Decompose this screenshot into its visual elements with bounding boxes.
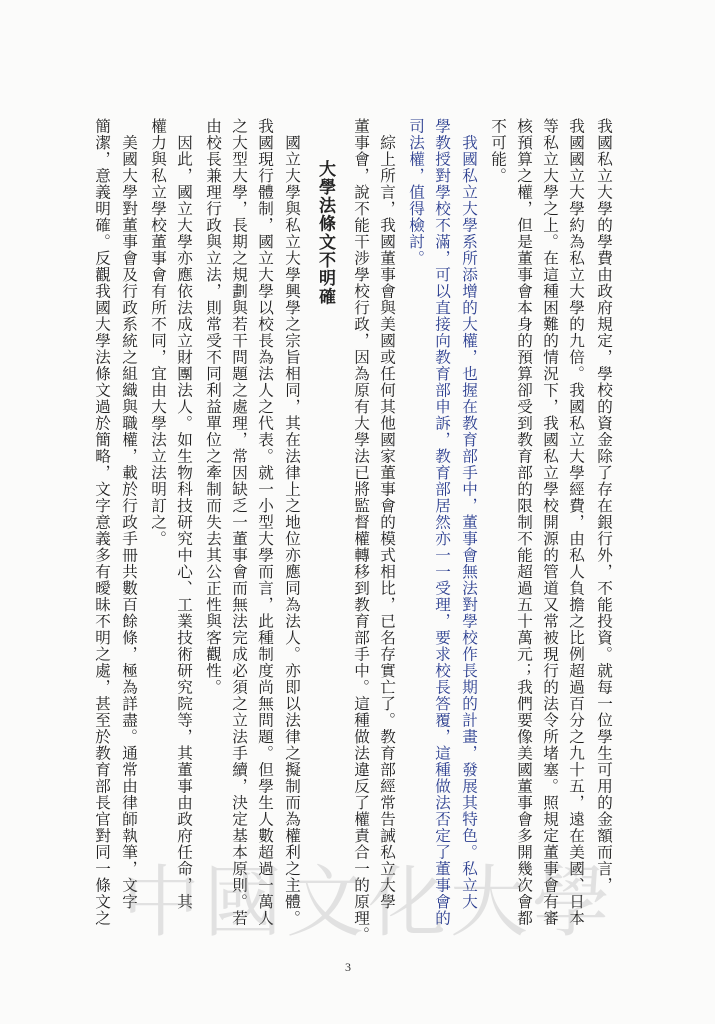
text-column: 綜上所言，我國董事會與美國或任何其他國家董事會的模式相比，已名存實亡了。教育部經常告誡私立大學 [378,118,396,910]
text-column: 我國私立大學的學費由政府規定，學校的資金除了存在銀行外，不能投資。就每一位學生可用的金額而言， [595,118,613,894]
text-column: 學教授對學校不滿，可以直接向教育部申訴，教育部居然亦一一受理，要求校長答覆，這種做法否定了董事會的 [433,118,451,927]
text-column: 因此，國立大學亦應依法成立財團法人。如生物科技研究中心、工業技術研究院等，其董事由政府任命，其 [175,118,193,910]
text-column: 核預算之權，但是董事會本身的預算卻受到教育部的限制不能超過五十萬元；我們要像美國董事會多開幾次會都 [515,118,533,927]
text-column: 不可能。 [489,118,507,184]
section-heading: 大學法條文不明確 [315,160,335,306]
text-column: 美國大學對董事會及行政系統之組織與職權，載於行政手冊共數百餘條，極為詳盡。通常由律師執筆，文字 [120,118,138,910]
text-column: 我國私立大學系所添增的大權，也握在教育部手中，董事會無法對學校作長期的計畫，發展其特色。私立大 [460,118,478,910]
text-column: 權力與私立學校董事會有所不同，宜由大學法立法明訂之。 [149,118,167,547]
text-column: 由校長兼理行政與立法，則常受不同利益單位之牽制而失去其公正性與客觀性。 [204,118,222,696]
text-column: 等私立大學之上。在這種困難的情況下，我國私立學校開源的管道又常被現行的法令所堵塞。照規定董事會有審 [541,118,559,927]
text-column: 國立大學與私立大學興學之宗旨相同，其在法律上之地位亦應同為法人。亦即以法律之擬制而為權利之主體。 [283,118,301,927]
text-column: 我國現行體制，國立大學以校長為法人之代表。就一小型大學而言，此種制度尚無問題。但學生人數超過一萬人 [256,118,274,927]
text-column: 之大型大學，長期之規劃與若干問題之處理，常因缺乏一董事會而無法完成必須之立法手續，決定基本原則。若 [230,118,248,927]
text-column: 簡潔，意義明確。反觀我國大學法條文過於簡略，文字意義多有曖昧不明之處，甚至於教育部長官對同一條文之 [93,118,111,927]
page-number: 3 [345,960,351,974]
university-watermark: 中國文化大學 [122,858,615,948]
text-column: 司法權，值得檢討。 [407,118,425,267]
text-column: 我國國立大學約為私立大學的九倍。我國私立大學經費，由私人負擔之比例超過百分之九十五，遠在美國、日本 [567,118,585,927]
text-column: 董事會，說不能干涉學校行政，因為原有大學法已將監督權轉移到教育部手中。這種做法違反了權責合一的原理。 [352,118,370,943]
